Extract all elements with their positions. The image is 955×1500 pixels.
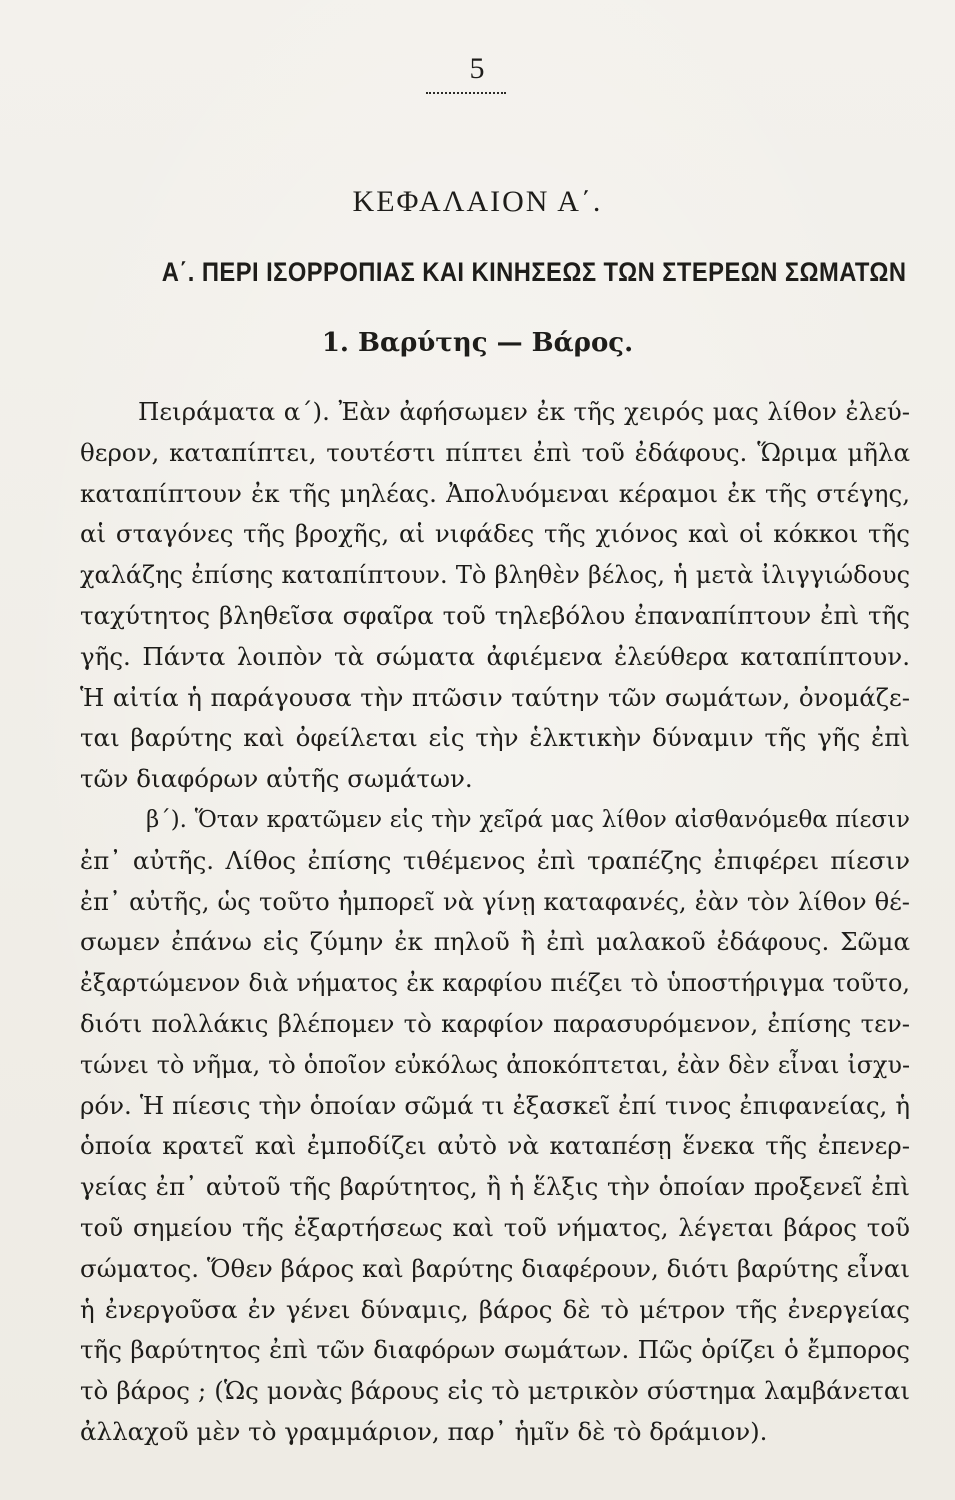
text-line: ἀλλαχοῦ μὲν τὸ γραμμάριον, παρ᾽ ἡμῖν δὲ τὸ δράμιον). xyxy=(80,1416,768,1446)
text-line: ἐπ᾽ αὐτῆς, ὡς τοῦτο ἠμπορεῖ νὰ γίνῃ καταφανές, ἐὰν τὸν λίθον θέ- xyxy=(80,887,910,916)
section-heading: Α΄. ΠΕΡΙ ΙΣΟΡΡΟΠΙΑΣ ΚΑΙ ΚΙΝΗΣΕΩΣ ΤΩΝ ΣΤΕΡΕΩΝ ΣΩΜΑΤΩΝ xyxy=(161,257,907,287)
text-line: τοῦ σημείου τῆς ἐξαρτήσεως καὶ τοῦ νήματος, λέγεται βάρος τοῦ xyxy=(80,1212,910,1242)
text-line: τώνει τὸ νῆμα, τὸ ὁποῖον εὐκόλως ἀποκόπτεται, ἐὰν δὲν εἶναι ἰσχυ- xyxy=(80,1050,910,1079)
text-line: τῆς βαρύτητος ἐπὶ τῶν διαφόρων σωμάτων. Πῶς ὁρίζει ὁ ἔμπορος xyxy=(80,1335,910,1365)
text-line: ἐπ᾽ αὐτῆς. Λίθος ἐπίσης τιθέμενος ἐπὶ τραπέζης ἐπιφέρει πίεσιν xyxy=(80,845,910,875)
text-line: τῶν διαφόρων αὐτῆς σωμάτων. xyxy=(80,764,473,794)
text-line: ἡ ἐνεργοῦσα ἐν γένει δύναμις, βάρος δὲ τὸ μέτρον τῆς ἐνεργείας xyxy=(80,1294,910,1324)
subsection-heading: 1. Βαρύτης — Βάρος. xyxy=(321,328,634,358)
page-number: 5 xyxy=(469,52,486,85)
text-line: ὁποία κρατεῖ καὶ ἐμποδίζει αὐτὸ νὰ καταπέσῃ ἕνεκα τῆς ἐπενερ- xyxy=(80,1131,910,1161)
text-line: ταχύτητος βληθεῖσα σφαῖρα τοῦ τηλεβόλου ἐπαναπίπτουν ἐπὶ τῆς xyxy=(80,600,910,630)
text-line: χαλάζης ἐπίσης καταπίπτουν. Τὸ βληθὲν βέλος, ἡ μετὰ ἰλιγγιώδους xyxy=(80,561,910,590)
text-line: ρόν. Ἡ πίεσις τὴν ὁποίαν σῶμά τι ἐξασκεῖ ἐπί τινος ἐπιφανείας, ἡ xyxy=(80,1090,910,1120)
text-line: γείας ἐπ᾽ αὐτοῦ τῆς βαρύτητος, ἢ ἡ ἕλξις τὴν ὁποίαν προξενεῖ ἐπὶ xyxy=(80,1172,910,1202)
body-text xyxy=(80,392,910,1453)
text-line: γῆς. Πάντα λοιπὸν τὰ σώματα ἀφιέμενα ἐλεύθερα καταπίπτουν. xyxy=(80,641,910,671)
text-line: ἐξαρτώμενον διὰ νήματος ἐκ καρφίου πιέζει τὸ ὑποστήριγμα τοῦτο, xyxy=(80,969,910,998)
text-line: καταπίπτουν ἐκ τῆς μηλέας. Ἀπολυόμεναι κέραμοι ἐκ τῆς στέγης, xyxy=(80,478,910,508)
text-line: σώματος. Ὅθεν βάρος καὶ βαρύτης διαφέρουν, διότι βαρύτης εἶναι xyxy=(80,1253,910,1283)
text-line: τὸ βάρος ; (Ὡς μονὰς βάρους εἰς τὸ μετρικὸν σύστημα λαμβάνεται xyxy=(80,1376,910,1406)
text-line: διότι πολλάκις βλέπομεν τὸ καρφίον παρασυρόμενον, ἐπίσης τεν- xyxy=(80,1008,910,1038)
text-line: σωμεν ἐπάνω εἰς ζύμην ἐκ πηλοῦ ἢ ἐπὶ μαλακοῦ ἐδάφους. Σῶμα xyxy=(80,927,910,957)
text-line: Πειράματα α΄). Ἐὰν ἀφήσωμεν ἐκ τῆς χειρός μας λίθον ἐλεύ- xyxy=(138,397,910,426)
text-line: β΄). Ὅταν κρατῶμεν εἰς τὴν χεῖρά μας λίθον αἰσθανόμεθα πίεσιν xyxy=(146,806,910,833)
page-number-rule xyxy=(426,92,506,94)
text-line: αἱ σταγόνες τῆς βροχῆς, αἱ νιφάδες τῆς χιόνος καὶ οἱ κόκκοι τῆς xyxy=(80,519,910,549)
text-line: ται βαρύτης καὶ ὀφείλεται εἰς τὴν ἑλκτικὴν δύναμιν τῆς γῆς ἐπὶ xyxy=(80,723,910,753)
text-line: θερον, καταπίπτει, τουτέστι πίπτει ἐπὶ τοῦ ἐδάφους. Ὥριμα μῆλα xyxy=(80,437,910,467)
chapter-heading: ΚΕΦΑΛΑΙΟΝ Α΄. xyxy=(352,185,603,218)
text-line: Ἡ αἰτία ἡ παράγουσα τὴν πτῶσιν ταύτην τῶν σωμάτων, ὀνομάζε- xyxy=(80,682,910,712)
